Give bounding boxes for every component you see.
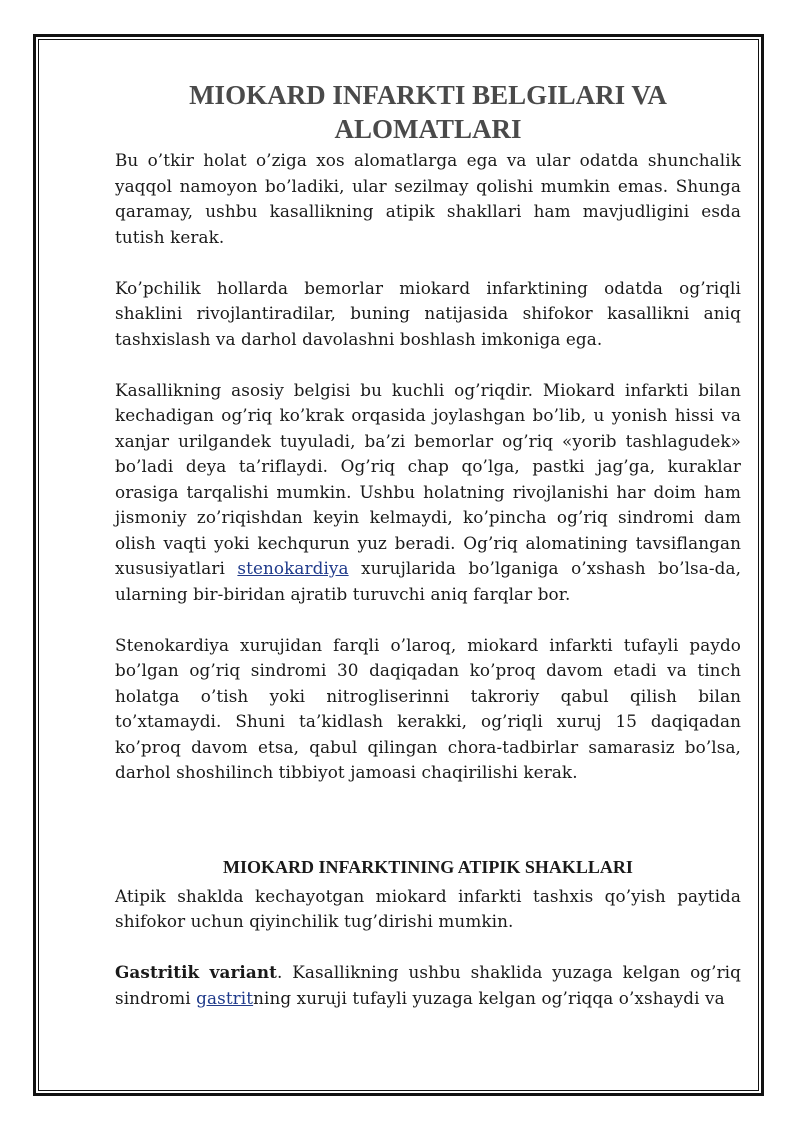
page-title: MIOKARD INFARKTI BELGILARI VA ALOMATLARI (189, 80, 667, 144)
paragraph-gastritic-variant (115, 960, 741, 1011)
gastritic-variant-end: ning xuruji tufayli yuzaga kelgan og’riqqa o’xshaydi va (253, 987, 725, 1008)
document-body (115, 78, 741, 1011)
paragraph-differences: Stenokardiya xurujidan farqli o’laroq, miokard infarkti tufayli paydo bo’lgan og’riq sindromi 30 daqiqadan ko’proq davom etadi va tinch holatga o’tish yoki nitrogliserinni takroriy qabul qilish bilan to’xtamaydi. Shuni ta’kidlash kerakki, og’riqli xuruj 15 daqiqadan ko’proq davom etsa, qabul qilingan chora-tadbirlar samarasiz bo’lsa, darhol shoshilinch tibbiyot jamoasi chaqirilishi kerak. (115, 634, 741, 782)
stenokardiya-link[interactable]: stenokardiya (237, 558, 349, 578)
gastritic-variant-term: Gastritik variant (115, 962, 277, 982)
gastritic-variant-text: . Kasallikning ushbu shaklida yuzaga kelgan og’riq sindromi (115, 962, 741, 1008)
paragraph-main-symptom-end: xurujlarida bo’lganiga o’xshash bo’lsa-da, ularning bir-biridan ajratib turuvchi aniq farqlar bor. (115, 558, 742, 604)
paragraph-main-symptom (115, 378, 741, 608)
paragraph-atypical-intro: Atipik shaklda kechayotgan miokard infarkti tashxis qo’yish paytida shifokor uchun qiyinchilik tug’dirishi mumkin. (115, 885, 741, 931)
paragraph-typical-form: Ko’pchilik hollarda bemorlar miokard infarktining odatda og’riqli shaklini rivojlantiradilar, buning natijasida shifokor kasallikni aniq tashxislash va darhol davolashni boshlash imkoniga ega. (115, 277, 741, 349)
paragraph-intro: Bu o’tkir holat o’ziga xos alomatlarga ega va ular odatda shunchalik yaqqol namoyon bo’ladiki, ular sezilmay qolishi mumkin emas. Shunga qaramay, ushbu kasallikning atipik shakllari ham mavjudligini esda tutish kerak. (115, 150, 741, 247)
gastrit-link[interactable]: gastrit (196, 987, 254, 1008)
paragraph-main-symptom-text: Kasallikning asosiy belgisi bu kuchli og’riqdir. Miokard infarkti bilan kechadigan og’riq ko’krak orqasida joylashgan bo’lib, u yonish hissi va xanjar urilgandek tuyuladi, ba’zi bemorlar og’riq «yorib tashlagudek» bo’ladi deya ta’riflaydi. Og’riq chap qo’lga, pastki jag’ga, kuraklar orasiga tarqalishi mumkin. Ushbu holatning rivojlanishi har doim ham jismoniy zo’riqishdan keyin kelmaydi, ko’pincha og’riq sindromi dam olish vaqti yoki kechqurun yuz beradi. Og’riq alomatining tavsiflangan xususiyatlari (115, 379, 741, 578)
section-heading-atypical: MIOKARD INFARKTINING ATIPIK SHAKLLARI (223, 856, 633, 877)
